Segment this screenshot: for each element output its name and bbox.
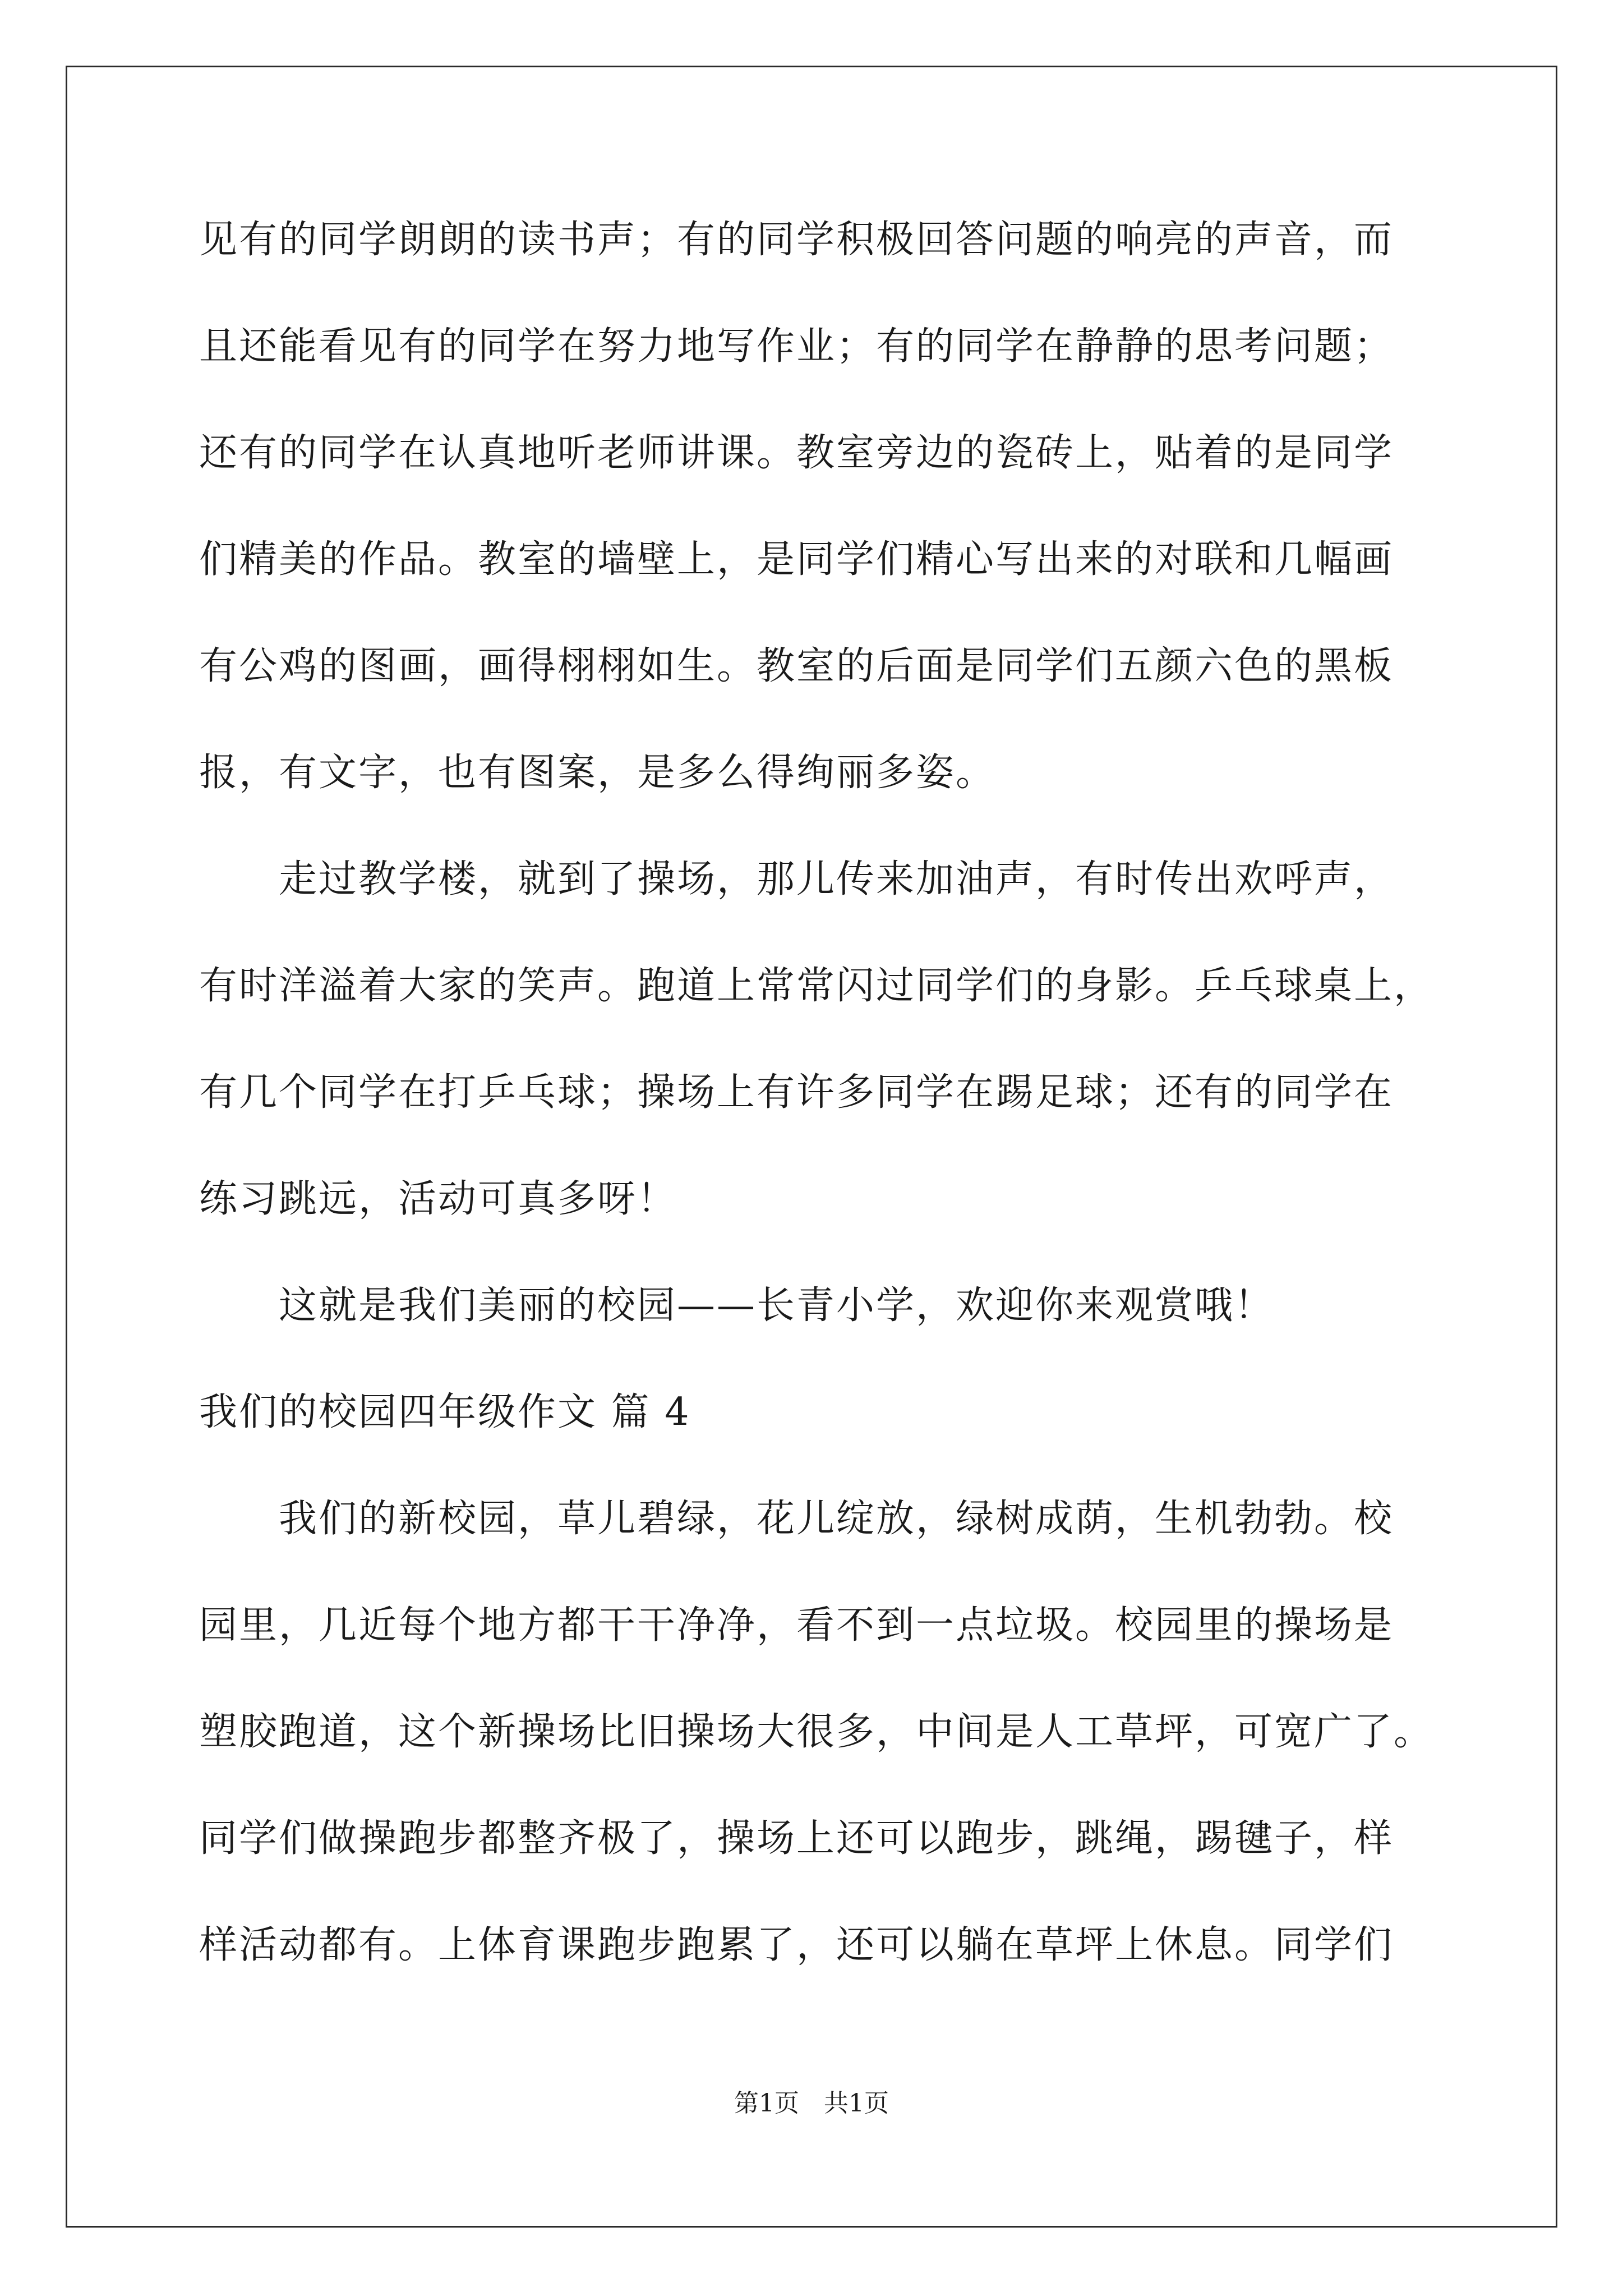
text-line: 有几个同学在打乒乓球；操场上有许多同学在踢足球；还有的同学在: [199, 1070, 1394, 1115]
text-line: 我们的新校园，草儿碧绿，花儿绽放，绿树成荫，生机勃勃。校: [199, 1497, 1394, 1541]
text-line: 同学们做操跑步都整齐极了，操场上还可以跑步，跳绳，踢毽子，样: [199, 1816, 1394, 1861]
text-line: 走过教学楼，就到了操场，那儿传来加油声，有时传出欢呼声，: [199, 857, 1394, 901]
text-line: 练习跳远，活动可真多呀！: [199, 1177, 677, 1221]
text-line: 这就是我们美丽的校园——长青小学，欢迎你来观赏哦！: [199, 1283, 1275, 1328]
text-line: 且还能看见有的同学在努力地写作业；有的同学在静静的思考问题；: [199, 324, 1394, 369]
section-heading: 我们的校园四年级作文 篇 4: [199, 1390, 691, 1434]
text-line: 塑胶跑道，这个新操场比旧操场大很多，中间是人工草坪，可宽广了。: [199, 1710, 1434, 1754]
page-border: [66, 66, 1557, 2228]
text-line: 有时洋溢着大家的笑声。跑道上常常闪过同学们的身影。乒乓球桌上，: [199, 964, 1434, 1008]
text-line: 见有的同学朗朗的读书声；有的同学积极回答问题的响亮的声音，而: [199, 218, 1394, 262]
text-line: 报，有文字，也有图案，是多么得绚丽多姿。: [199, 751, 996, 795]
text-line: 样活动都有。上体育课跑步跑累了，还可以躺在草坪上休息。同学们: [199, 1923, 1394, 1967]
text-line: 有公鸡的图画，画得栩栩如生。教室的后面是同学们五颜六色的黑板: [199, 644, 1394, 688]
text-line: 园里，几近每个地方都干干净净，看不到一点垃圾。校园里的操场是: [199, 1603, 1394, 1648]
text-line: 们精美的作品。教室的墙壁上，是同学们精心写出来的对联和几幅画: [199, 537, 1394, 582]
text-line: 还有的同学在认真地听老师讲课。教室旁边的瓷砖上，贴着的是同学: [199, 431, 1394, 475]
page-footer: 第1页 共1页: [734, 2089, 889, 2118]
